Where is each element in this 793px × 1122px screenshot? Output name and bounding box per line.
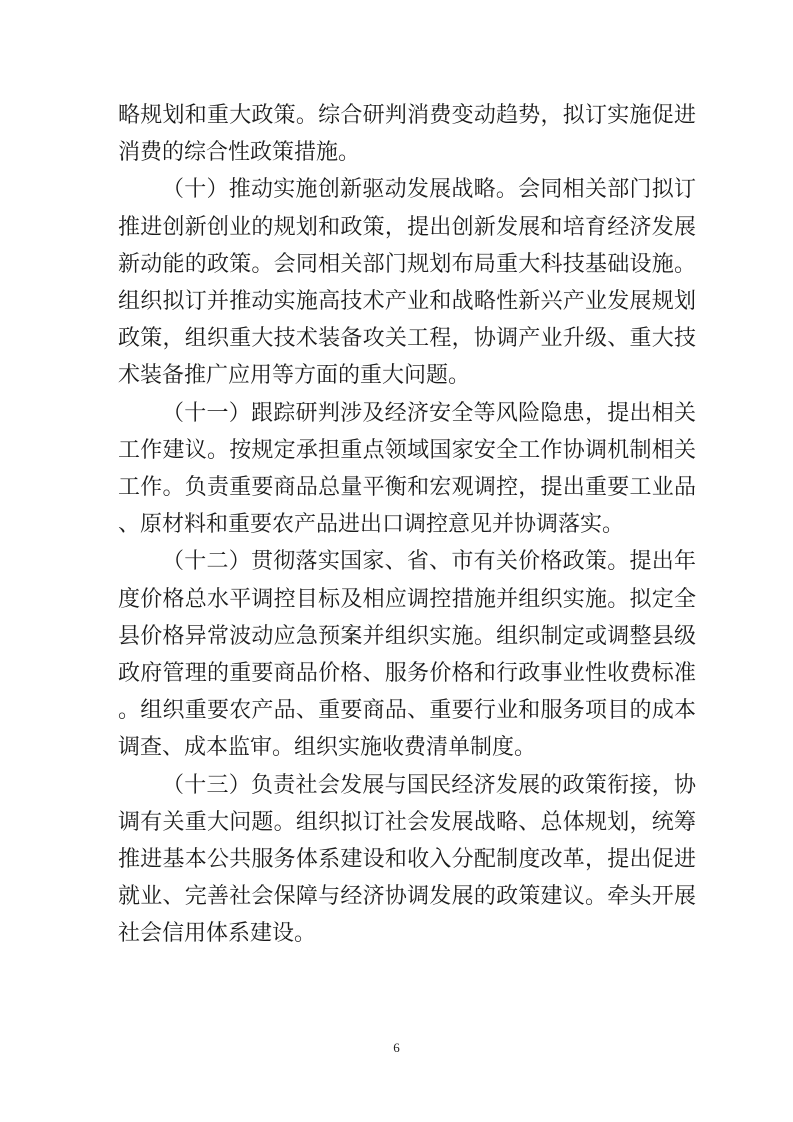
paragraph-continuation: 略规划和重大政策。综合研判消费变动趋势，拟订实施促进消费的综合性政策措施。 [118, 103, 696, 166]
paragraph-item-10: （十）推动实施创新驱动发展战略。会同相关部门拟订推进创新创业的规划和政策，提出创新发展和培育经济发展新动能的政策。会同相关部门规划布局重大科技基础设施。组织拟订并推动实施高技术产业和战略性新兴产业发展规划政策，组织重大技术装备攻关工程，协调产业升级、重大技术装备推广应用等方面的重大问题。 [118, 177, 696, 389]
paragraph-item-13: （十三）负责社会发展与国民经济发展的政策衔接，协调有关重大问题。组织拟订社会发展战略、总体规划，统筹推进基本公共服务体系建设和收入分配制度改革，提出促进就业、完善社会保障与经济协调发展的政策建议。牵头开展社会信用体系建设。 [118, 772, 696, 947]
page-number: 6 [393, 1040, 400, 1055]
document-body [118, 97, 696, 953]
paragraph-item-11: （十一）跟踪研判涉及经济安全等风险隐患，提出相关工作建议。按规定承担重点领域国家安全工作协调机制相关工作。负责重要商品总量平衡和宏观调控，提出重要工业品、原材料和重要农产品进出口调控意见并协调落实。 [118, 400, 696, 538]
paragraph-item-12: （十二）贯彻落实国家、省、市有关价格政策。提出年度价格总水平调控目标及相应调控措施并组织实施。拟定全县价格异常波动应急预案并组织实施。组织制定或调整县级政府管理的重要商品价格、服务价格和行政事业性收费标准。组织重要农产品、重要商品、重要行业和服务项目的成本调查、成本监审。组织实施收费清单制度。 [118, 549, 696, 761]
